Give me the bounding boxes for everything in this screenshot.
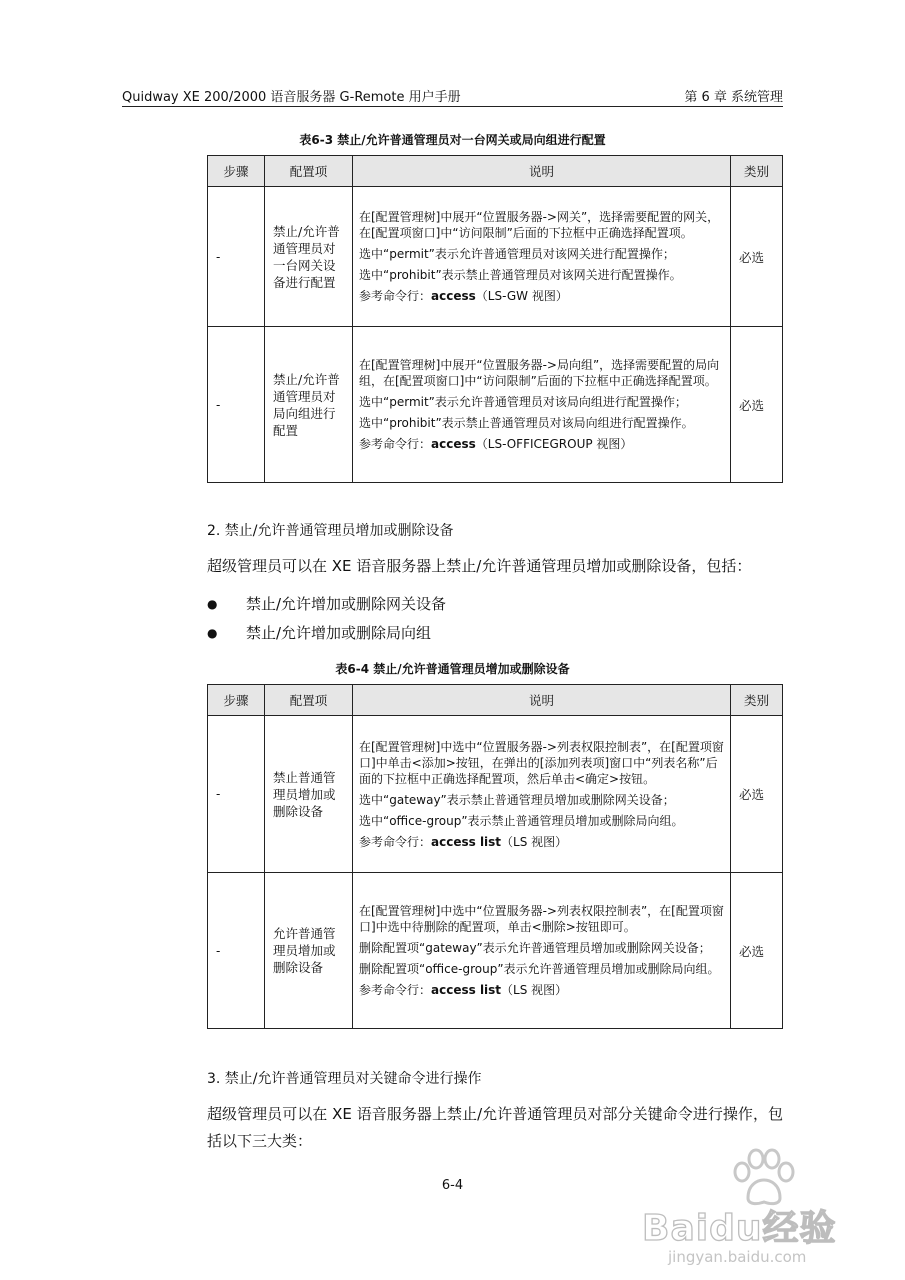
header-manual-title: Quidway XE 200/2000 语音服务器 G-Remote 用户手册 bbox=[122, 90, 461, 105]
desc-paragraph: 在[配置管理树]中展开“位置服务器->网关”，选择需要配置的网关，在[配置项窗口]中“访问限制”后面的下拉框中正确选择配置项。 bbox=[359, 210, 720, 240]
table-row bbox=[208, 327, 783, 483]
table2-header-config: 配置项 bbox=[265, 685, 353, 716]
paw-icon bbox=[728, 1148, 798, 1208]
table2 bbox=[207, 684, 783, 1029]
config-item-cell: 禁止普通管理员增加或删除设备 bbox=[265, 716, 353, 873]
command-view: （LS 视图） bbox=[501, 983, 568, 997]
command-name: access bbox=[431, 437, 476, 451]
config-item-cell: 禁止/允许普通管理员对一台网关设备进行配置 bbox=[265, 187, 353, 327]
description-cell bbox=[353, 327, 731, 483]
desc-paragraph: 选中“prohibit”表示禁止普通管理员对该局向组进行配置操作。 bbox=[359, 416, 694, 430]
desc-paragraph: 选中“gateway”表示禁止普通管理员增加或删除网关设备； bbox=[359, 792, 675, 807]
header-chapter: 第 6 章 系统管理 bbox=[684, 90, 783, 105]
section2-title: 2. 禁止/允许普通管理员增加或删除设备 bbox=[207, 523, 454, 539]
baidu-watermark bbox=[640, 1148, 880, 1278]
desc-paragraph: 在[配置管理树]中选中“位置服务器->列表权限控制表”，在[配置项窗口]中选中待删除的配置项，单击<删除>按钮即可。 bbox=[359, 904, 724, 934]
header-divider bbox=[122, 106, 783, 107]
table2-header-desc: 说明 bbox=[353, 685, 731, 716]
command-line bbox=[359, 436, 724, 452]
page-number: 6-4 bbox=[441, 1178, 464, 1193]
desc-paragraph: 选中“permit”表示允许普通管理员对该局向组进行配置操作； bbox=[359, 395, 687, 409]
table2-header-row bbox=[208, 685, 783, 716]
category-cell: 必选 bbox=[731, 187, 783, 327]
category-cell: 必选 bbox=[731, 873, 783, 1029]
command-view: （LS-GW 视图） bbox=[475, 289, 568, 303]
desc-paragraph: 在[配置管理树]中展开“位置服务器->局向组”，选择需要配置的局向组，在[配置项窗口]中“访问限制”后面的下拉框中正确选择配置项。 bbox=[359, 358, 720, 388]
command-view: （LS 视图） bbox=[501, 834, 568, 849]
description-cell bbox=[353, 873, 731, 1029]
description-cell bbox=[353, 716, 731, 873]
bullet-dot: ● bbox=[207, 597, 218, 611]
category-cell: 必选 bbox=[731, 327, 783, 483]
command-prefix: 参考命令行： bbox=[359, 437, 432, 451]
table1-header-category: 类别 bbox=[731, 156, 783, 187]
bullet-item: 禁止/允许增加或删除局向组 bbox=[246, 624, 432, 642]
desc-paragraph: 在[配置管理树]中选中“位置服务器->列表权限控制表”，在[配置项窗口]中单击<添加>按钮，在弹出的[添加列表项]窗口中“列表名称”后面的下拉框中正确选择配置项，然后单击<确定>按钮。 bbox=[359, 739, 724, 786]
desc-paragraph: 删除配置项“gateway”表示允许普通管理员增加或删除网关设备； bbox=[359, 941, 711, 955]
watermark-url: jingyan.baidu.com bbox=[668, 1248, 807, 1266]
table1 bbox=[207, 155, 783, 483]
table1-header-desc: 说明 bbox=[353, 156, 731, 187]
step-cell: - bbox=[208, 187, 265, 327]
table1-header-config: 配置项 bbox=[265, 156, 353, 187]
desc-paragraph: 选中“office-group”表示禁止普通管理员增加或删除局向组。 bbox=[359, 813, 684, 828]
table-row bbox=[208, 187, 783, 327]
desc-paragraph: 删除配置项“office-group”表示允许普通管理员增加或删除局向组。 bbox=[359, 962, 720, 976]
desc-paragraph: 选中“prohibit”表示禁止普通管理员对该网关进行配置操作。 bbox=[359, 268, 682, 282]
config-item-cell: 禁止/允许普通管理员对局向组进行配置 bbox=[265, 327, 353, 483]
config-item-cell: 允许普通管理员增加或删除设备 bbox=[265, 873, 353, 1029]
command-prefix: 参考命令行： bbox=[359, 983, 432, 997]
command-name: access list bbox=[431, 834, 502, 849]
step-cell: - bbox=[208, 327, 265, 483]
table1-header-step: 步骤 bbox=[208, 156, 265, 187]
bullet-dot: ● bbox=[207, 626, 218, 640]
category-cell: 必选 bbox=[731, 716, 783, 873]
table2-header-category: 类别 bbox=[731, 685, 783, 716]
table2-caption: 表6-4 禁止/允许普通管理员增加或删除设备 bbox=[335, 662, 570, 676]
table2-header-step: 步骤 bbox=[208, 685, 265, 716]
command-name: access bbox=[431, 289, 476, 303]
watermark-brand: Baidu经验 bbox=[642, 1208, 837, 1249]
command-name: access list bbox=[431, 983, 502, 997]
table1-header-row bbox=[208, 156, 783, 187]
table-row bbox=[208, 716, 783, 873]
step-cell: - bbox=[208, 716, 265, 873]
section3-title: 3. 禁止/允许普通管理员对关键命令进行操作 bbox=[207, 1071, 482, 1087]
command-view: （LS-OFFICEGROUP 视图） bbox=[475, 437, 633, 451]
step-cell: - bbox=[208, 873, 265, 1029]
section2-intro: 超级管理员可以在 XE 语音服务器上禁止/允许普通管理员增加或删除设备，包括： bbox=[207, 557, 752, 575]
desc-paragraph: 选中“permit”表示允许普通管理员对该网关进行配置操作； bbox=[359, 247, 675, 261]
command-prefix: 参考命令行： bbox=[359, 834, 432, 849]
bullet-item: 禁止/允许增加或删除网关设备 bbox=[246, 595, 447, 613]
command-line bbox=[359, 288, 724, 304]
command-prefix: 参考命令行： bbox=[359, 289, 432, 303]
table-row bbox=[208, 873, 783, 1029]
table1-caption: 表6-3 禁止/允许普通管理员对一台网关或局向组进行配置 bbox=[299, 133, 606, 147]
section3-intro: 超级管理员可以在 XE 语音服务器上禁止/允许普通管理员对部分关键命令进行操作，包括以下三大类： bbox=[207, 1105, 783, 1150]
command-line bbox=[359, 982, 724, 998]
command-line bbox=[359, 834, 724, 850]
description-cell bbox=[353, 187, 731, 327]
